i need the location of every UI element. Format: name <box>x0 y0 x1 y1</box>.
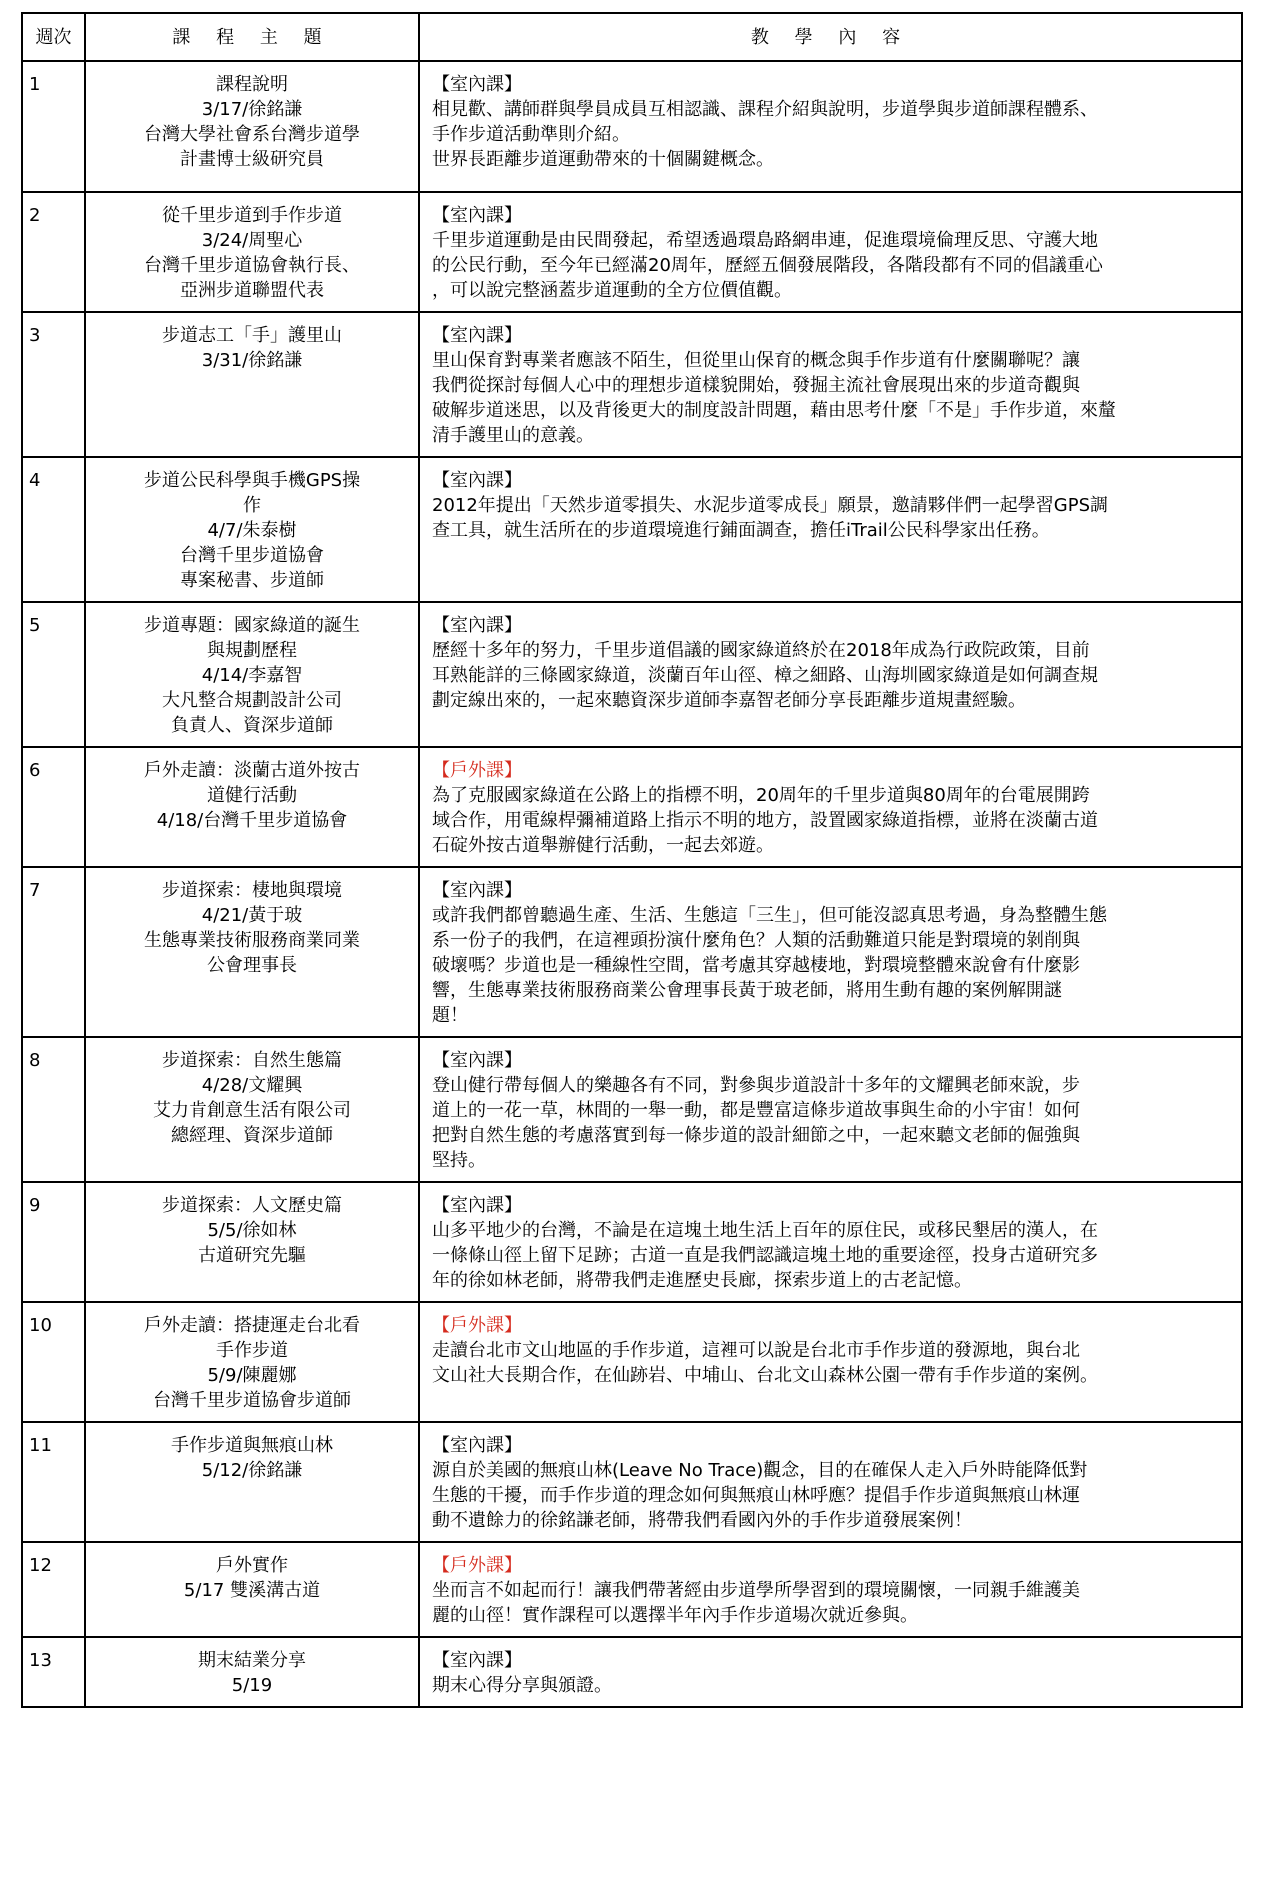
topic-cell <box>85 457 419 602</box>
content-cell <box>419 1302 1242 1422</box>
content-line: 劃定線出來的，一起來聽資深步道師李嘉智老師分享長距離步道規畫經驗。 <box>432 690 1026 711</box>
topic-cell <box>85 1302 419 1422</box>
topic-line: 手作步道與無痕山林 <box>171 1435 333 1456</box>
topic-line: 4/7/朱泰樹 <box>207 520 297 541</box>
indoor-class-tag: 【室內課】 <box>432 880 522 901</box>
content-line: 里山保育對專業者應該不陌生，但從里山保育的概念與手作步道有什麼關聯呢？讓 <box>432 350 1080 371</box>
topic-line: 作 <box>243 495 261 516</box>
topic-cell <box>85 1542 419 1637</box>
topic-line: 總經理、資深步道師 <box>171 1125 333 1146</box>
topic-line: 3/24/周聖心 <box>201 230 303 251</box>
table-row <box>22 747 1242 867</box>
week-cell: 10 <box>22 1302 85 1422</box>
content-cell <box>419 747 1242 867</box>
content-cell <box>419 1037 1242 1182</box>
table-row <box>22 1037 1242 1182</box>
content-cell <box>419 1182 1242 1302</box>
content-line: 相見歡、講師群與學員成員互相認識、課程介紹與說明，步道學與步道師課程體系、 <box>432 99 1098 120</box>
content-line: 破解步道迷思，以及背後更大的制度設計問題，藉由思考什麼「不是」手作步道，來釐 <box>432 400 1116 421</box>
topic-cell <box>85 61 419 192</box>
content-line: 2012年提出「天然步道零損失、水泥步道零成長」願景，邀請夥伴們一起學習GPS調 <box>432 495 1109 516</box>
week-cell: 13 <box>22 1637 85 1707</box>
content-cell <box>419 1542 1242 1637</box>
week-cell: 5 <box>22 602 85 747</box>
topic-line: 公會理事長 <box>207 955 297 976</box>
topic-line: 4/18/台灣千里步道協會 <box>156 810 348 831</box>
topic-cell <box>85 1637 419 1707</box>
content-line: 查工具，就生活所在的步道環境進行鋪面調查，擔任iTrail公民科學家出任務。 <box>432 520 1050 541</box>
table-row <box>22 1302 1242 1422</box>
topic-line: 步道探索：人文歷史篇 <box>162 1195 342 1216</box>
topic-line: 亞洲步道聯盟代表 <box>180 280 324 301</box>
content-line: 把對自然生態的考慮落實到每一條步道的設計細節之中，一起來聽文老師的倔強與 <box>432 1125 1080 1146</box>
topic-cell <box>85 192 419 312</box>
topic-line: 手作步道 <box>216 1340 288 1361</box>
topic-line: 台灣千里步道協會步道師 <box>153 1390 351 1411</box>
table-row <box>22 312 1242 457</box>
topic-line: 大凡整合規劃設計公司 <box>162 690 342 711</box>
header-content: 教 學 內 容 <box>419 13 1242 61</box>
topic-cell <box>85 747 419 867</box>
topic-cell <box>85 867 419 1037</box>
week-cell: 1 <box>22 61 85 192</box>
topic-cell <box>85 1037 419 1182</box>
content-line: 麗的山徑！實作課程可以選擇半年內手作步道場次就近參與。 <box>432 1605 918 1626</box>
topic-line: 5/9/陳麗娜 <box>207 1365 297 1386</box>
topic-line: 計畫博士級研究員 <box>180 149 324 170</box>
content-line: 動不遺餘力的徐銘謙老師，將帶我們看國內外的手作步道發展案例！ <box>432 1510 972 1531</box>
content-line: 題！ <box>432 1005 468 1026</box>
content-cell <box>419 61 1242 192</box>
topic-line: 步道志工「手」護里山 <box>162 325 342 346</box>
content-line: 千里步道運動是由民間發起，希望透過環島路網串連，促進環境倫理反思、守護大地 <box>432 230 1098 251</box>
topic-line: 台灣千里步道協會執行長、 <box>144 255 360 276</box>
topic-line: 戶外實作 <box>216 1555 288 1576</box>
content-cell <box>419 867 1242 1037</box>
content-line: 響，生態專業技術服務商業公會理事長黃于玻老師，將用生動有趣的案例解開謎 <box>432 980 1062 1001</box>
content-line: 生態的干擾，而手作步道的理念如何與無痕山林呼應？提倡手作步道與無痕山林運 <box>432 1485 1080 1506</box>
content-line: 域合作，用電線桿彌補道路上指示不明的地方，設置國家綠道指標，並將在淡蘭古道 <box>432 810 1098 831</box>
table-row <box>22 1182 1242 1302</box>
topic-line: 艾力肯創意生活有限公司 <box>153 1100 351 1121</box>
content-line: 耳熟能詳的三條國家綠道，淡蘭百年山徑、樟之細路、山海圳國家綠道是如何調查規 <box>432 665 1098 686</box>
topic-line: 4/21/黃于玻 <box>201 905 303 926</box>
content-line: 破壞嗎？步道也是一種線性空間，當考慮其穿越棲地，對環境整體來說會有什麼影 <box>432 955 1080 976</box>
indoor-class-tag: 【室內課】 <box>432 325 522 346</box>
table-row <box>22 602 1242 747</box>
content-line: 一條條山徑上留下足跡；古道一直是我們認識這塊土地的重要途徑，投身古道研究多 <box>432 1245 1098 1266</box>
content-line: 的公民行動，至今年已經滿20周年，歷經五個發展階段，各階段都有不同的倡議重心 <box>432 255 1103 276</box>
week-cell: 7 <box>22 867 85 1037</box>
table-row <box>22 1422 1242 1542</box>
week-cell: 2 <box>22 192 85 312</box>
topic-line: 步道公民科學與手機GPS操 <box>143 470 361 491</box>
week-cell: 11 <box>22 1422 85 1542</box>
week-cell: 12 <box>22 1542 85 1637</box>
content-cell <box>419 1422 1242 1542</box>
topic-line: 4/28/文耀興 <box>201 1075 303 1096</box>
topic-line: 戶外走讀：淡蘭古道外按古 <box>144 760 360 781</box>
topic-line: 戶外走讀：搭捷運走台北看 <box>144 1315 360 1336</box>
content-line: 歷經十多年的努力，千里步道倡議的國家綠道終於在2018年成為行政院政策，目前 <box>432 640 1090 661</box>
content-line: 源自於美國的無痕山林(Leave No Trace)觀念，目的在確保人走入戶外時能降低對 <box>432 1460 1088 1481</box>
topic-cell <box>85 1422 419 1542</box>
topic-line: 3/31/徐銘謙 <box>201 350 303 371</box>
week-cell: 4 <box>22 457 85 602</box>
topic-line: 生態專業技術服務商業同業 <box>144 930 360 951</box>
topic-line: 道健行活動 <box>207 785 297 806</box>
header-topic: 課 程 主 題 <box>85 13 419 61</box>
topic-line: 台灣大學社會系台灣步道學 <box>144 124 360 145</box>
topic-line: 4/14/李嘉智 <box>201 665 303 686</box>
content-line: 坐而言不如起而行！讓我們帶著經由步道學所學習到的環境關懷，一同親手維護美 <box>432 1580 1080 1601</box>
header-week: 週次 <box>22 13 85 61</box>
table-row <box>22 61 1242 192</box>
content-line: ，可以說完整涵蓋步道運動的全方位價值觀。 <box>432 280 792 301</box>
outdoor-class-tag: 【戶外課】 <box>432 1555 522 1576</box>
content-line: 我們從探討每個人心中的理想步道樣貌開始，發掘主流社會展現出來的步道奇觀與 <box>432 375 1080 396</box>
week-cell: 9 <box>22 1182 85 1302</box>
indoor-class-tag: 【室內課】 <box>432 470 522 491</box>
topic-line: 3/17/徐銘謙 <box>201 99 303 120</box>
indoor-class-tag: 【室內課】 <box>432 1650 522 1671</box>
topic-line: 5/12/徐銘謙 <box>201 1460 303 1481</box>
indoor-class-tag: 【室內課】 <box>432 1435 522 1456</box>
content-line: 石碇外按古道舉辦健行活動，一起去郊遊。 <box>432 835 774 856</box>
topic-cell <box>85 602 419 747</box>
topic-line: 5/5/徐如林 <box>207 1220 297 1241</box>
topic-cell <box>85 312 419 457</box>
topic-line: 台灣千里步道協會 <box>180 545 324 566</box>
content-cell <box>419 192 1242 312</box>
topic-line: 古道研究先驅 <box>198 1245 306 1266</box>
table-row <box>22 457 1242 602</box>
indoor-class-tag: 【室內課】 <box>432 1050 522 1071</box>
topic-line: 從千里步道到手作步道 <box>162 205 342 226</box>
content-cell <box>419 1637 1242 1707</box>
content-line: 為了克服國家綠道在公路上的指標不明，20周年的千里步道與80周年的台電展開跨 <box>432 785 1090 806</box>
content-cell <box>419 312 1242 457</box>
table-body <box>22 61 1242 1707</box>
content-line: 山多平地少的台灣，不論是在這塊土地生活上百年的原住民，或移民墾居的漢人，在 <box>432 1220 1098 1241</box>
topic-line: 步道探索：棲地與環境 <box>162 880 342 901</box>
indoor-class-tag: 【室內課】 <box>432 74 522 95</box>
content-line: 走讀台北市文山地區的手作步道，這裡可以說是台北市手作步道的發源地，與台北 <box>432 1340 1080 1361</box>
content-cell <box>419 602 1242 747</box>
topic-line: 專案秘書、步道師 <box>180 570 324 591</box>
table-row <box>22 1637 1242 1707</box>
content-line: 期末心得分享與頒證。 <box>432 1675 612 1696</box>
indoor-class-tag: 【室內課】 <box>432 205 522 226</box>
topic-line: 課程說明 <box>216 74 288 95</box>
topic-line: 負責人、資深步道師 <box>171 715 333 736</box>
table-row <box>22 192 1242 312</box>
content-cell <box>419 457 1242 602</box>
topic-line: 5/19 <box>231 1675 273 1696</box>
content-line: 文山社大長期合作，在仙跡岩、中埔山、台北文山森林公園一帶有手作步道的案例。 <box>432 1365 1098 1386</box>
content-line: 手作步道活動準則介紹。 <box>432 124 630 145</box>
week-cell: 8 <box>22 1037 85 1182</box>
topic-line: 步道專題：國家綠道的誕生 <box>144 615 360 636</box>
table-row <box>22 867 1242 1037</box>
table-row <box>22 1542 1242 1637</box>
topic-cell <box>85 1182 419 1302</box>
indoor-class-tag: 【室內課】 <box>432 615 522 636</box>
content-line: 世界長距離步道運動帶來的十個關鍵概念。 <box>432 149 774 170</box>
content-line: 堅持。 <box>432 1150 486 1171</box>
topic-line: 與規劃歷程 <box>207 640 297 661</box>
indoor-class-tag: 【室內課】 <box>432 1195 522 1216</box>
content-line: 或許我們都曾聽過生產、生活、生態這「三生」，但可能沒認真思考過，身為整體生態 <box>432 905 1107 926</box>
content-line: 年的徐如林老師，將帶我們走進歷史長廊，探索步道上的古老記憶。 <box>432 1270 972 1291</box>
topic-line: 步道探索：自然生態篇 <box>162 1050 342 1071</box>
week-cell: 6 <box>22 747 85 867</box>
topic-line: 5/17 雙溪溝古道 <box>183 1580 321 1601</box>
outdoor-class-tag: 【戶外課】 <box>432 1315 522 1336</box>
course-schedule-table <box>21 12 1243 1708</box>
week-cell: 3 <box>22 312 85 457</box>
header-row <box>22 13 1242 61</box>
content-line: 道上的一花一草，林間的一舉一動，都是豐富這條步道故事與生命的小宇宙！如何 <box>432 1100 1080 1121</box>
content-line: 登山健行帶每個人的樂趣各有不同，對參與步道設計十多年的文耀興老師來說，步 <box>432 1075 1080 1096</box>
topic-line: 期末結業分享 <box>198 1650 306 1671</box>
content-line: 系一份子的我們，在這裡頭扮演什麼角色？人類的活動難道只能是對環境的剝削與 <box>432 930 1080 951</box>
content-line: 清手護里山的意義。 <box>432 425 594 446</box>
outdoor-class-tag: 【戶外課】 <box>432 760 522 781</box>
